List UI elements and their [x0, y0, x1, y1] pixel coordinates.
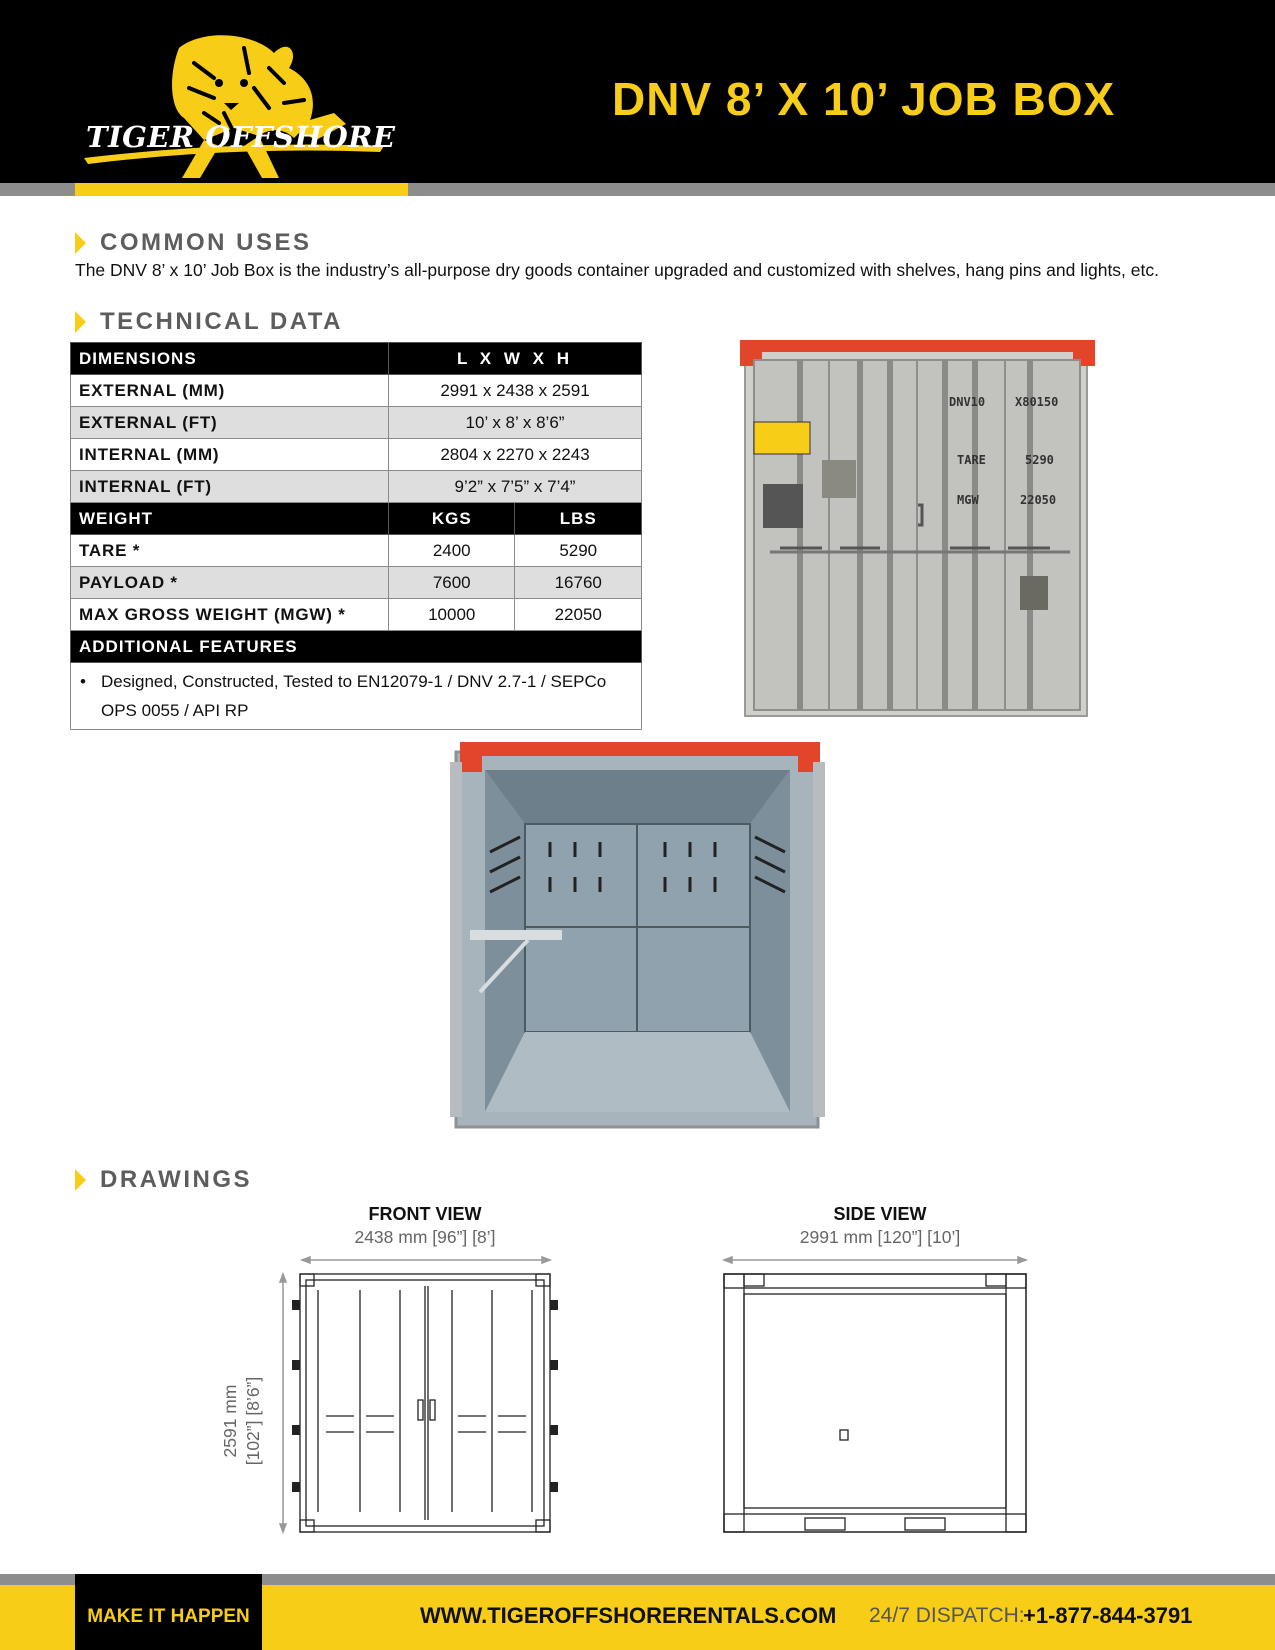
common-uses-heading: [75, 228, 312, 258]
row-lbs: 16760: [515, 567, 642, 599]
footer-dispatch-label: 24/7 DISPATCH:: [869, 1604, 1025, 1627]
technical-data-table: [70, 342, 642, 730]
table-row: [71, 439, 642, 471]
page-title: DNV 8’ X 10’ JOB BOX: [612, 73, 1116, 125]
marking-tare-label: TARE: [957, 453, 986, 467]
marking-mgw-label: MGW: [957, 493, 979, 507]
marking-2: X80150: [1015, 395, 1059, 409]
row-label: INTERNAL (MM): [71, 439, 389, 471]
row-value: 9’2” x 7’5” x 7’4”: [389, 471, 642, 503]
header-rule-accent: [75, 183, 408, 196]
common-uses-title: COMMON USES: [100, 229, 312, 256]
front-view-height-dim: [219, 1356, 265, 1486]
logo-text: TIGER OFFSHORE: [86, 120, 396, 154]
row-label: TARE *: [71, 535, 389, 567]
drawings-title: DRAWINGS: [100, 1166, 252, 1193]
feature-item: • Designed, Constructed, Tested to EN12079-1 / DNV 2.7-1 / SEPCo OPS 0055 / API RP: [71, 663, 642, 730]
front-view-height-mm: 2591 mm: [220, 1384, 240, 1458]
footer-website-link[interactable]: WWW.TIGEROFFSHORERENTALS.COM: [420, 1603, 837, 1628]
row-value: 2991 x 2438 x 2591: [389, 375, 642, 407]
front-view-label: FRONT VIEW: [368, 1204, 482, 1224]
front-view-height-imp: [102”] [8’6”]: [243, 1376, 263, 1466]
weight-header-lbs: LBS: [515, 503, 642, 535]
weight-header-row: [71, 503, 642, 535]
row-kgs: 7600: [389, 567, 515, 599]
common-uses-text: The DNV 8’ x 10’ Job Box is the industry’s all-purpose dry goods container upgraded and customized with shelves, hang pins and lights, etc.: [75, 260, 1159, 280]
side-view-label: SIDE VIEW: [833, 1204, 927, 1224]
dimensions-header-row: [71, 343, 642, 375]
container-exterior-photo: [740, 340, 1095, 720]
table-row: [71, 535, 642, 567]
dimensions-header-value: L X W X H: [389, 343, 642, 375]
row-lbs: 22050: [515, 599, 642, 631]
marking-mgw-value: 22050: [1020, 493, 1057, 507]
section-arrow-icon: [75, 311, 86, 333]
front-view-width-dim: 2438 mm [96”] [8’]: [354, 1227, 496, 1247]
row-label: EXTERNAL (FT): [71, 407, 389, 439]
marking-tare-value: 5290: [1025, 453, 1054, 467]
marking-1: DNV10: [949, 395, 986, 409]
dimensions-header-label: DIMENSIONS: [71, 343, 389, 375]
features-header-row: [71, 631, 642, 663]
features-row: [71, 663, 642, 730]
row-label: MAX GROSS WEIGHT (MGW) *: [71, 599, 389, 631]
weight-header-label: WEIGHT: [71, 503, 389, 535]
drawings-heading: [75, 1165, 252, 1195]
table-row: [71, 471, 642, 503]
container-interior-photo: [450, 742, 825, 1132]
row-value: 10’ x 8’ x 8’6”: [389, 407, 642, 439]
tiger-logo-icon: [84, 28, 404, 183]
row-label: PAYLOAD *: [71, 567, 389, 599]
table-row: [71, 567, 642, 599]
row-label: INTERNAL (FT): [71, 471, 389, 503]
footer-phone-link[interactable]: +1-877-844-3791: [1023, 1603, 1193, 1628]
section-arrow-icon: [75, 1169, 86, 1191]
table-row: [71, 407, 642, 439]
section-arrow-icon: [75, 232, 86, 254]
technical-data-title: TECHNICAL DATA: [100, 308, 343, 335]
table-row: [71, 375, 642, 407]
side-view-drawing: [720, 1250, 1030, 1540]
side-view-length-dim: 2991 mm [120”] [10’]: [799, 1227, 961, 1247]
footer-tagline: MAKE IT HAPPEN: [87, 1606, 250, 1627]
front-view-drawing: [270, 1250, 560, 1540]
technical-data-heading: [75, 307, 343, 337]
row-kgs: 2400: [389, 535, 515, 567]
row-value: 2804 x 2270 x 2243: [389, 439, 642, 471]
row-label: EXTERNAL (MM): [71, 375, 389, 407]
table-row: [71, 599, 642, 631]
weight-header-kgs: KGS: [389, 503, 515, 535]
features-header: ADDITIONAL FEATURES: [71, 631, 642, 663]
row-kgs: 10000: [389, 599, 515, 631]
row-lbs: 5290: [515, 535, 642, 567]
